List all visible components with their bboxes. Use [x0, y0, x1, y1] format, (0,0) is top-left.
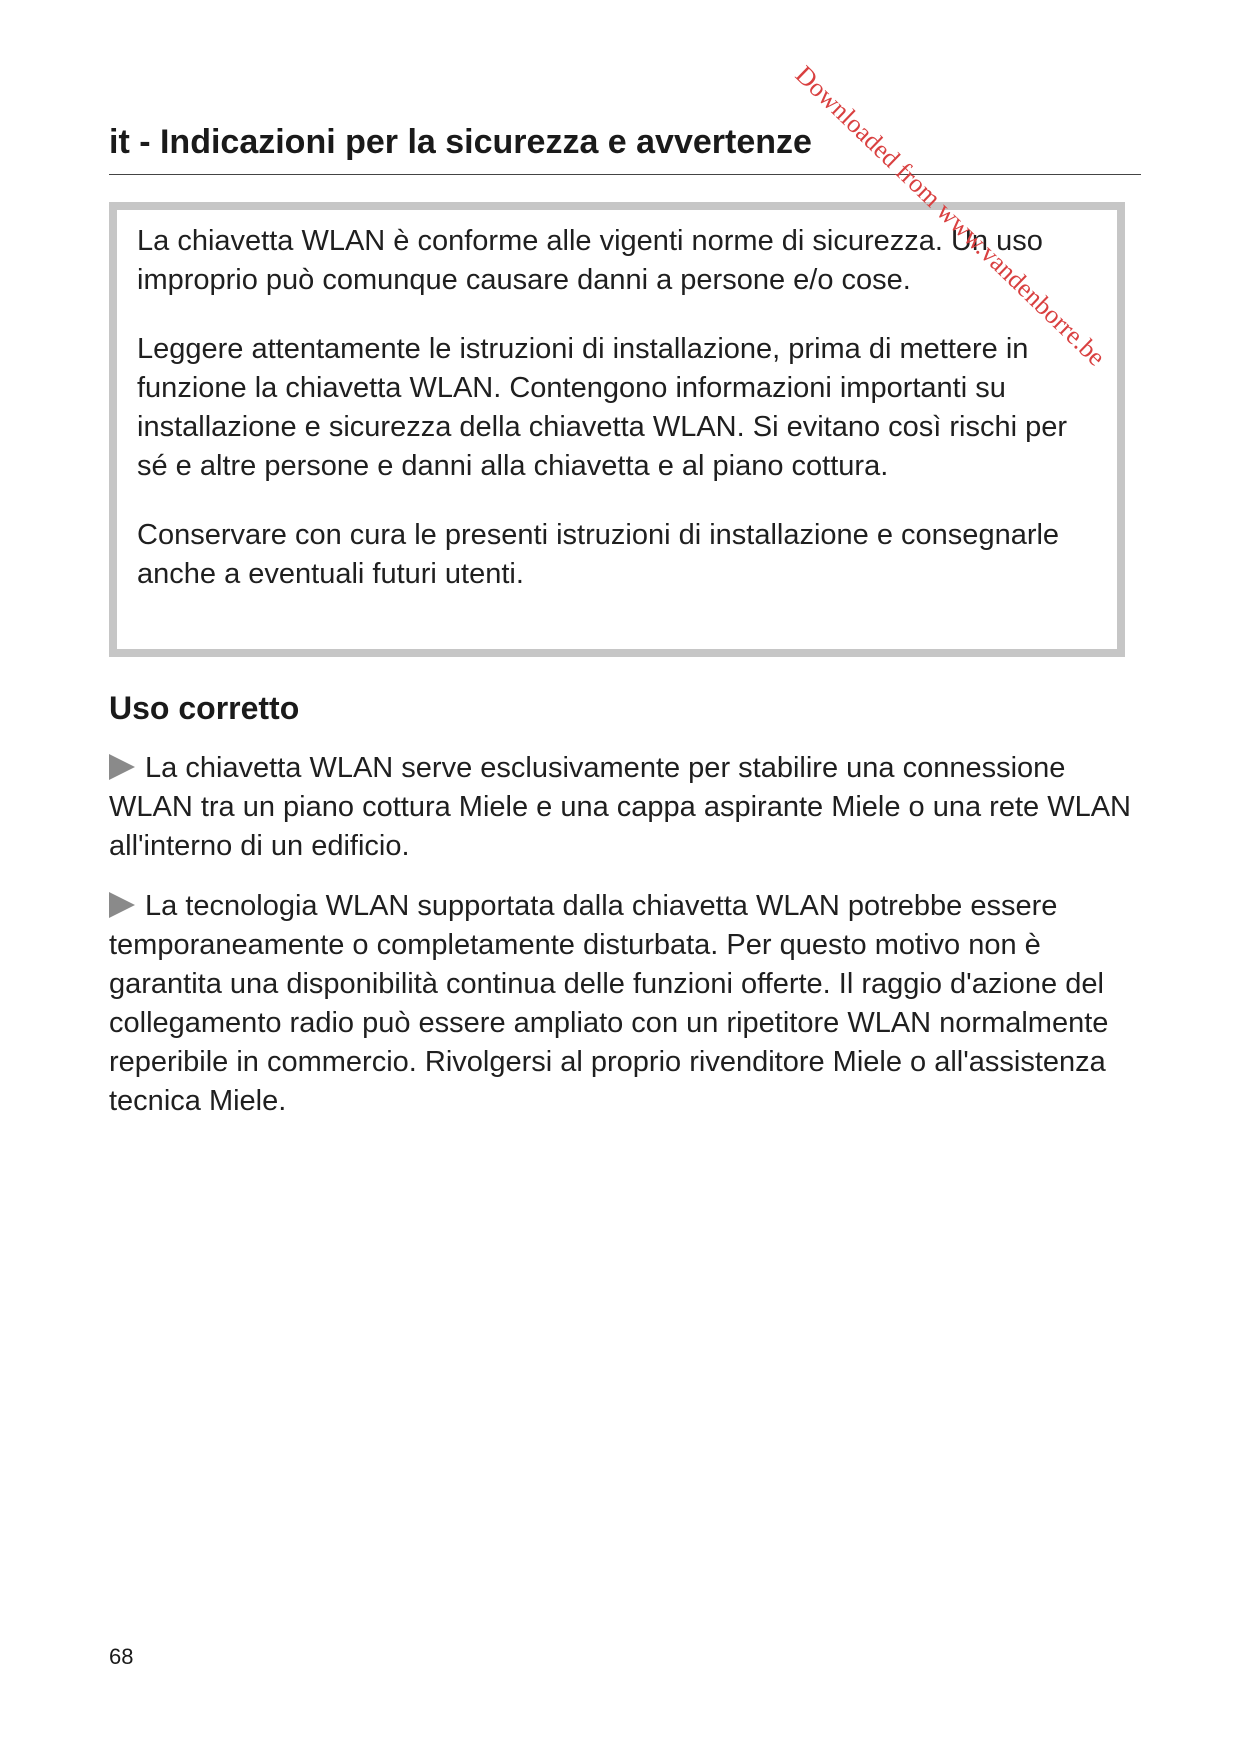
list-item [109, 749, 1154, 866]
section-heading: Uso corretto [109, 690, 300, 726]
list-item-text: La chiavetta WLAN serve esclusivamente per stabilire una connessione WLAN tra un piano cottura Miele e una cappa aspirante Miele o una rete WLAN all'interno di un edificio. [109, 752, 1131, 862]
watermark-link[interactable]: Downloaded from www.vandenborre.be [789, 60, 1112, 372]
triangle-arrow-icon [109, 754, 135, 780]
list-item-text: La tecnologia WLAN supportata dalla chiavetta WLAN potrebbe essere temporaneamente o completamente disturbata. Per questo motivo non è garantita una disponibilità continua delle funzioni offerte. Il raggio d'azione del collegamento radio può essere ampliato con un ripetitore WLAN normalmente reperibile in commercio. Rivolgersi al proprio rivenditore Miele o all'assistenza tecnica Miele. [109, 890, 1109, 1117]
warning-box [109, 202, 1125, 657]
triangle-arrow-icon [109, 892, 135, 918]
title-divider [109, 174, 1141, 175]
warning-paragraph: Conservare con cura le presenti istruzioni di installazione e consegnarle anche a eventuali futuri utenti. [137, 519, 1060, 590]
list-item [109, 887, 1154, 1121]
warning-paragraph: La chiavetta WLAN è conforme alle vigenti norme di sicurezza. Un uso improprio può comunque causare danni a persone e/o cose. [137, 225, 1043, 296]
warning-paragraph: Leggere attentamente le istruzioni di installazione, prima di mettere in funzione la chiavetta WLAN. Contengono informazioni importanti su installazione e sicurezza della chiavetta WLAN. Si evitano così rischi per sé e altre persone e danni alla chiavetta e al piano cottura. [137, 333, 1068, 482]
page-title: it - Indicazioni per la sicurezza e avvertenze [109, 123, 812, 161]
page-number: 68 [109, 1644, 134, 1669]
